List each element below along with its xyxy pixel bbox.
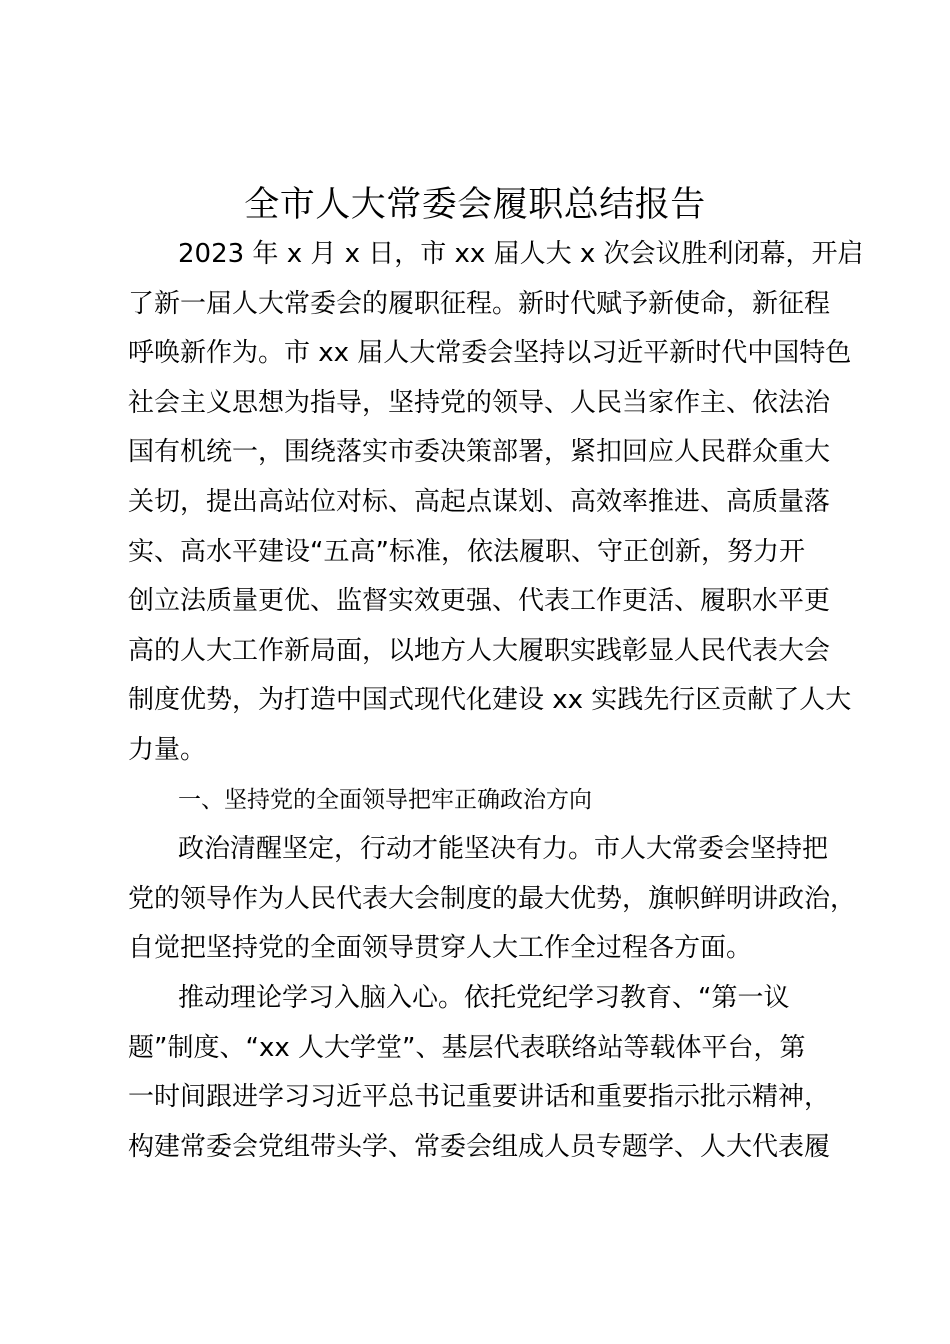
paragraph-line: 一时间跟进学习习近平总书记重要讲话和重要指示批示精神， [128,1082,831,1113]
paragraph-line: 关切，提出高站位对标、高起点谋划、高效率推进、高质量落 [128,486,831,517]
paragraph-line: 创立法质量更优、监督实效更强、代表工作更活、履职水平更 [128,586,831,617]
paragraph-line: 呼唤新作为。市 xx 届人大常委会坚持以习近平新时代中国特色 [128,338,852,369]
paragraph-line: 党的领导作为人民代表大会制度的最大优势，旗帜鲜明讲政治， [128,883,857,914]
paragraph-line: 自觉把坚持党的全面领导贯穿人大工作全过程各方面。 [128,933,753,964]
paragraph-line: 高的人大工作新局面，以地方人大履职实践彰显人民代表大会 [128,635,831,666]
paragraph-line: 政治清醒坚定，行动才能坚决有力。市人大常委会坚持把 [178,834,829,865]
paragraph-line: 实、高水平建设“五高”标准，依法履职、守正创新，努力开 [128,536,805,567]
paragraph-line: 2023 年 x 月 x 日，市 xx 届人大 x 次会议胜利闭幕，开启 [178,239,864,269]
section-heading: 一、坚持党的全面领导把牢正确政治方向 [178,786,592,813]
paragraph-line: 推动理论学习入脑入心。依托党纪学习教育、“第一议 [178,982,790,1013]
document-title: 全市人大常委会履职总结报告 [244,185,706,225]
paragraph-line: 制度优势，为打造中国式现代化建设 xx 实践先行区贡献了人大 [128,685,852,716]
paragraph-line: 力量。 [128,734,207,765]
document-body [128,230,864,1172]
paragraph-line: 了新一届人大常委会的履职征程。新时代赋予新使命，新征程 [128,288,831,319]
paragraph-line: 构建常委会党组带头学、常委会组成人员专题学、人大代表履 [128,1131,831,1162]
paragraph-line: 题”制度、“xx 人大学堂”、基层代表联络站等载体平台，第 [128,1032,806,1063]
paragraph-line: 社会主义思想为指导，坚持党的领导、人民当家作主、依法治 [128,387,831,418]
paragraph-line: 国有机统一，围绕落实市委决策部署，紧扣回应人民群众重大 [128,437,831,468]
